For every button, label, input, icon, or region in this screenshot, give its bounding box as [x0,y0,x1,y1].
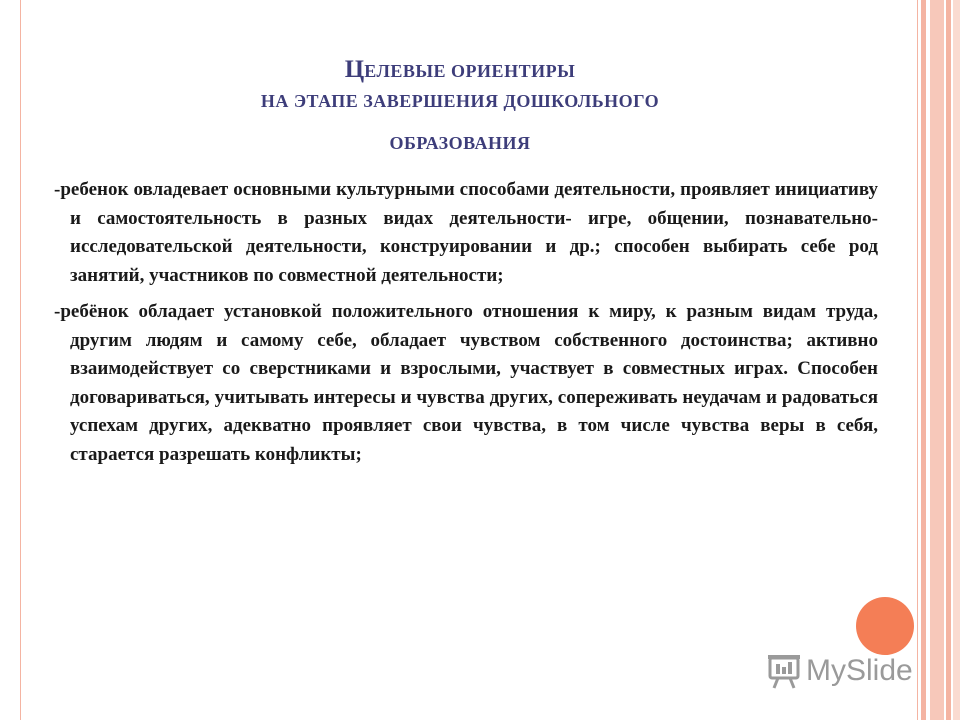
title-line-2: НА ЭТАПЕ ЗАВЕРШЕНИЯ ДОШКОЛЬНОГО [260,91,660,111]
title-initial-cap: Ц [344,56,365,83]
title-line-3: ОБРАЗОВАНИЯ [389,133,531,153]
decor-stripe [921,0,926,720]
watermark-text: MySlide [806,654,913,687]
decor-stripe [946,0,951,720]
decor-stripe [930,0,944,720]
slide-title [40,50,880,82]
title-line-1: ЕЛЕВЫЕ ОРИЕНТИРЫ [364,61,576,81]
decor-circle [856,597,914,655]
slide-body [54,176,878,477]
presentation-board-icon [766,652,802,690]
paragraph-1: -ребенок овладевает основными культурными способами деятельности, проявляет инициативу и самостоятельность в разных видах деятельности- игре, общении, познавательно-исследовательской деятельности, конструировании и др.; способен выбирать себе род занятий, участников по совместной деятельности; [54,179,878,286]
paragraph-2: -ребёнок обладает установкой положительного отношения к миру, к разным видам труда, другим людям и самому себе, обладает чувством собственного достоинства; активно взаимодействует со сверстниками и взрослыми, участвует в совместных играх. Способен договариваться, учитывать интересы и чувства других, сопереживать неудачам и радоваться успехам других, адекватно проявляет свои чувства, в том числе чувства веры в себя, старается разрешать конфликты; [54,301,878,465]
decor-stripe [953,0,960,720]
watermark [766,650,913,692]
